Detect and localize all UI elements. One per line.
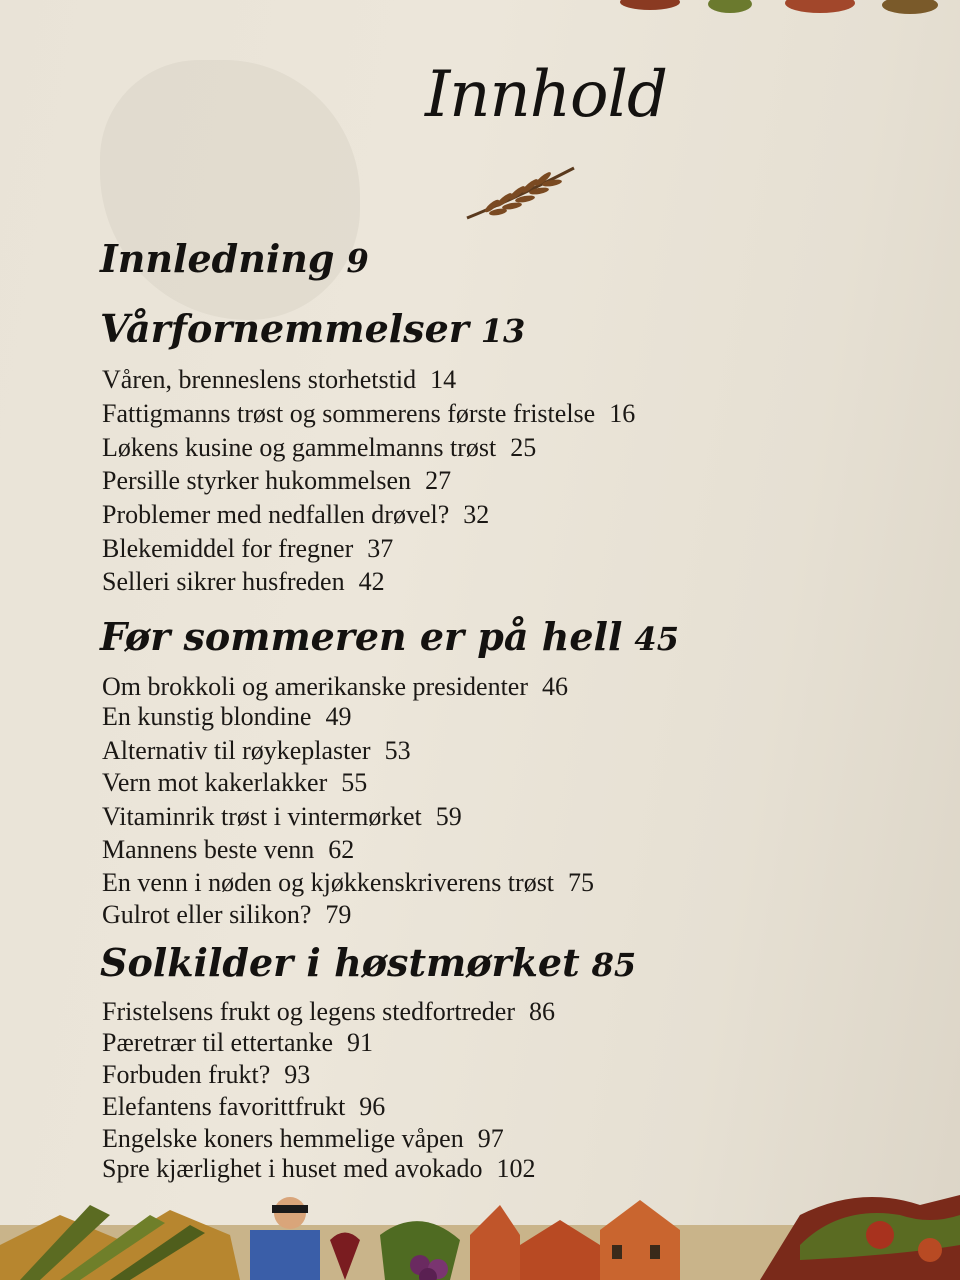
section-title: Vårfornemmelser — [100, 306, 469, 351]
toc-entry — [102, 466, 451, 496]
show-through-shape — [100, 60, 360, 320]
toc-entry — [102, 1028, 373, 1058]
entry-page: 59 — [435, 802, 462, 831]
entry-page: 14 — [430, 365, 457, 394]
entry-label: Gulrot eller silikon? — [102, 900, 312, 929]
entry-label: Mannens beste venn — [102, 835, 315, 864]
entry-label: Problemer med nedfallen drøvel? — [102, 500, 450, 529]
toc-entry — [102, 768, 367, 798]
entry-page: 55 — [341, 768, 368, 797]
entry-label: En venn i nøden og kjøkkenskriverens trøst — [102, 868, 555, 897]
entry-label: Fristelsens frukt og legens stedfortreder — [102, 997, 516, 1026]
entry-label: Om brokkoli og amerikanske presidenter — [102, 672, 528, 701]
entry-page: 62 — [328, 835, 355, 864]
toc-entry — [102, 567, 385, 597]
intro-heading — [100, 236, 369, 281]
toc-entry — [102, 1060, 310, 1090]
entry-label: Blekemiddel for fregner — [102, 534, 354, 563]
toc-entry — [102, 997, 555, 1027]
page-title: Innhold — [425, 58, 667, 132]
top-corner-illustration — [610, 0, 960, 20]
toc-entry — [102, 702, 351, 732]
intro-page: 9 — [346, 242, 369, 280]
toc-entry — [102, 534, 393, 564]
entry-page: 25 — [510, 433, 537, 462]
section-page: 13 — [480, 312, 526, 350]
entry-label: En kunstig blondine — [102, 702, 312, 731]
wheat-sprig-icon — [462, 160, 582, 230]
section-heading — [100, 306, 525, 351]
entry-page: 37 — [367, 534, 394, 563]
entry-label: Elefantens favorittfrukt — [102, 1092, 346, 1121]
entry-label: Forbuden frukt? — [102, 1060, 271, 1089]
entry-page: 49 — [325, 702, 352, 731]
section-title: Solkilder i høstmørket — [100, 940, 580, 985]
entry-page: 102 — [496, 1154, 536, 1183]
entry-label: Vern mot kakerlakker — [102, 768, 328, 797]
entry-label: Pæretrær til ettertanke — [102, 1028, 334, 1057]
toc-entry — [102, 900, 351, 930]
section-heading — [100, 614, 679, 659]
section-title: Før sommeren er på hell — [100, 614, 623, 659]
entry-page: 53 — [384, 736, 411, 765]
bottom-border-illustration — [0, 1185, 960, 1280]
toc-entry — [102, 399, 635, 429]
toc-entry — [102, 802, 462, 832]
entry-label: Engelske koners hemmelige våpen — [102, 1124, 464, 1153]
toc-entry — [102, 835, 354, 865]
toc-entry — [102, 868, 594, 898]
entry-page: 32 — [463, 500, 490, 529]
toc-entry — [102, 736, 411, 766]
entry-page: 27 — [425, 466, 452, 495]
entry-page: 97 — [477, 1124, 504, 1153]
toc-entry — [102, 365, 456, 395]
toc-entry — [102, 433, 536, 463]
section-page: 45 — [634, 620, 679, 658]
entry-page: 75 — [568, 868, 595, 897]
entry-label: Spre kjærlighet i huset med avokado — [102, 1154, 483, 1183]
toc-entry — [102, 672, 568, 702]
entry-page: 46 — [542, 672, 568, 701]
entry-page: 42 — [358, 567, 385, 596]
entry-label: Alternativ til røykeplaster — [102, 736, 371, 765]
entry-page: 86 — [529, 997, 556, 1026]
entry-label: Vitaminrik trøst i vintermørket — [102, 802, 422, 831]
entry-label: Selleri sikrer husfreden — [102, 567, 345, 596]
toc-entry — [102, 1092, 385, 1122]
entry-page: 96 — [359, 1092, 386, 1121]
entry-page: 16 — [609, 399, 636, 428]
entry-label: Våren, brenneslens storhetstid — [102, 365, 417, 394]
entry-label: Fattigmanns trøst og sommerens første fristelse — [102, 399, 596, 428]
toc-entry — [102, 1154, 536, 1184]
entry-page: 79 — [325, 900, 352, 929]
toc-entry — [102, 500, 489, 530]
intro-label: Innledning — [100, 236, 335, 281]
entry-label: Persille styrker hukommelsen — [102, 466, 412, 495]
entry-page: 93 — [284, 1060, 311, 1089]
toc-entry — [102, 1124, 504, 1154]
entry-page: 91 — [347, 1028, 374, 1057]
entry-label: Løkens kusine og gammelmanns trøst — [102, 433, 497, 462]
section-heading — [100, 940, 636, 985]
section-page: 85 — [591, 946, 637, 984]
